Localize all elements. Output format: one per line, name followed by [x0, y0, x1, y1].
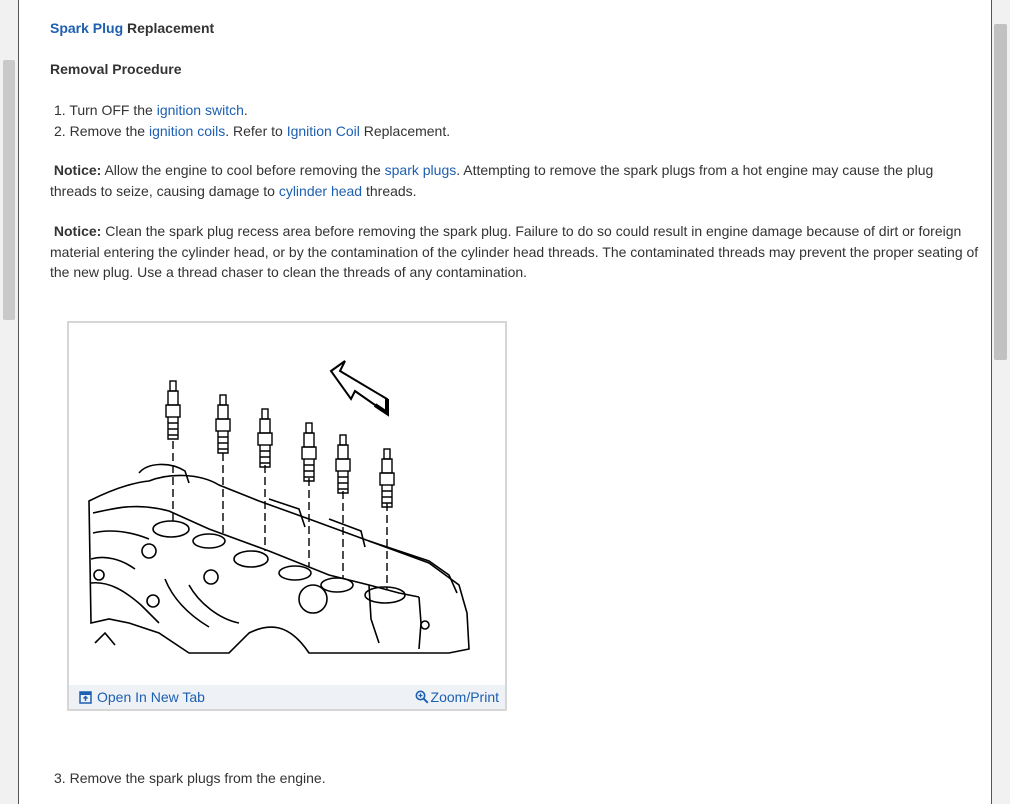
open-in-new-tab-link[interactable]: [79, 685, 205, 709]
notice-text: Allow the engine to cool before removing the: [101, 162, 385, 178]
notice-label: Notice:: [53, 162, 102, 178]
page-title: [50, 18, 214, 39]
spark-plug-figure: [67, 321, 507, 711]
zoom-print-link[interactable]: [415, 685, 499, 709]
left-scroll-track[interactable]: [0, 0, 18, 804]
step-number: 1.: [54, 102, 66, 118]
step-2: [54, 121, 450, 142]
left-scroll-thumb[interactable]: [3, 60, 15, 320]
title-rest: Replacement: [123, 20, 215, 36]
zoom-print-label: Zoom/Print: [430, 689, 499, 705]
step-1: [54, 100, 450, 121]
notice-text: Clean the spark plug recess area before removing the spark plug. Failure to do so could result in engine damage because of dirt or foreign material entering the cylinder head, or by the contamination of the cylinder head threads. The contaminated threads may prevent the proper seating of the new plug. Use a thread chaser to clean the threads of any contamination.: [50, 223, 979, 280]
step-text: Replacement.: [359, 122, 451, 139]
step-text: .: [243, 102, 248, 118]
spark-plugs-link[interactable]: spark plugs: [384, 162, 457, 178]
notice-text: threads.: [362, 182, 417, 199]
ignition-coil-link[interactable]: Ignition Coil: [286, 122, 360, 139]
notice-clean-recess: [50, 221, 980, 283]
right-scroll-thumb[interactable]: [994, 24, 1007, 360]
open-in-new-tab-label: Open In New Tab: [97, 689, 205, 705]
step-text: . Refer to: [225, 122, 287, 139]
step-text: Remove the: [69, 122, 149, 139]
open-in-new-tab-icon: [79, 691, 92, 704]
step-number: 2.: [54, 122, 66, 139]
step-text: Remove the spark plugs from the engine.: [69, 770, 326, 786]
notice-text: . Attempting to remove the spark plugs from a hot engine may cause the plug threads to seize, causing damage to: [50, 162, 934, 199]
document-page: [18, 0, 992, 804]
cylinder-head-link[interactable]: cylinder head: [278, 182, 363, 199]
zoom-icon: [415, 690, 429, 704]
notice-cool-engine: [50, 160, 980, 201]
figure-action-bar: [69, 685, 505, 709]
step-text: Turn OFF the: [69, 102, 157, 118]
engine-spark-plug-illustration[interactable]: [69, 323, 505, 683]
steps-list: [54, 100, 450, 141]
notice-label: Notice:: [53, 223, 102, 239]
step-number: 3.: [54, 770, 66, 786]
spark-plug-link[interactable]: Spark Plug: [50, 20, 124, 36]
right-scroll-track[interactable]: [992, 0, 1010, 804]
removal-procedure-heading: Removal Procedure: [50, 61, 182, 77]
ignition-coils-link[interactable]: ignition coils: [148, 122, 226, 139]
ignition-switch-link[interactable]: ignition switch: [156, 102, 244, 118]
step-3: [54, 770, 326, 786]
